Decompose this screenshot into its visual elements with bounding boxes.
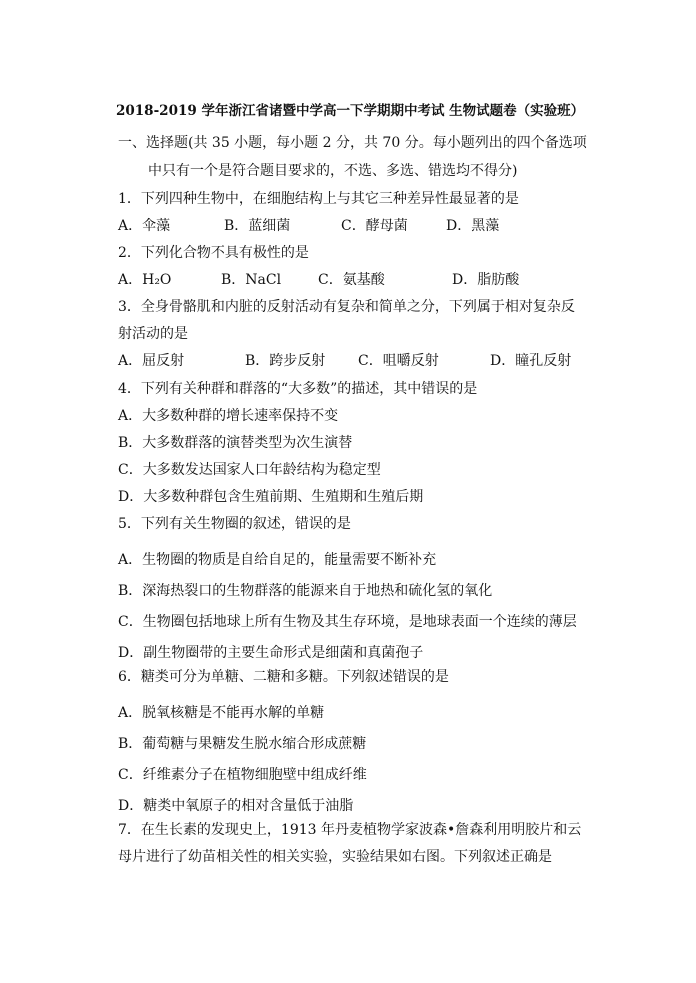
question-4-stem: 4．下列有关种群和群落的“大多数”的描述，其中错误的是: [118, 381, 478, 397]
question-7-stem: 7．在生长素的发现史上，1913 年丹麦植物学家波森•詹森利用明胶片和云: [118, 822, 582, 838]
question-6-option-a: A．脱氧核糖是不能再水解的单糖: [118, 705, 325, 721]
question-6-option-d: D．糖类中氧原子的相对含量低于油脂: [118, 798, 354, 814]
option-c: C．咀嚼反射: [358, 353, 439, 369]
question-5-option-d: D．副生物圈带的主要生命形式是细菌和真菌孢子: [118, 645, 424, 661]
option-d: D．脂肪酸: [452, 272, 520, 288]
question-5-option-c: C．生物圈包括地球上所有生物及其生存环境，是地球表面一个连续的薄层: [118, 614, 577, 630]
option-d: D．瞳孔反射: [490, 353, 572, 369]
option-c: C．酵母菌: [341, 218, 408, 234]
question-4-option-b: B．大多数群落的演替类型为次生演替: [118, 435, 353, 451]
option-b: B．NaCl: [221, 272, 282, 288]
option-b: B．蓝细菌: [224, 218, 291, 234]
question-2-stem: 2．下列化合物不具有极性的是: [118, 245, 309, 261]
question-4-option-d: D．大多数种群包含生殖前期、生殖期和生殖后期: [118, 489, 424, 505]
question-7-stem-continued: 母片进行了幼苗相关性的相关实验，实验结果如右图。下列叙述正确是: [118, 849, 552, 865]
option-a: A．H₂O: [118, 272, 172, 288]
question-5-option-b: B．深海热裂口的生物群落的能源来自于地热和硫化氢的氧化: [118, 583, 493, 599]
question-6-stem: 6．糖类可分为单糖、二糖和多糖。下列叙述错误的是: [118, 669, 449, 685]
question-1-stem: 1．下列四种生物中，在细胞结构上与其它三种差异性最显著的是: [118, 191, 519, 207]
question-6-option-c: C．纤维素分子在植物细胞壁中组成纤维: [118, 767, 367, 783]
question-5-stem: 5．下列有关生物圈的叙述，错误的是: [118, 516, 351, 532]
option-c: C．氨基酸: [318, 272, 385, 288]
document-title: 2018-2019 学年浙江省诸暨中学高一下学期期中考试 生物试题卷（实验班）: [116, 103, 585, 119]
option-a: A．伞藻: [118, 218, 171, 234]
question-4-option-c: C．大多数发达国家人口年龄结构为稳定型: [118, 462, 381, 478]
section-heading-continued: 中只有一个是符合题目要求的，不选、多选、错选均不得分): [148, 163, 518, 179]
question-5-option-a: A．生物圈的物质是自给自足的，能量需要不断补充: [118, 552, 437, 568]
question-4-option-a: A．大多数种群的增长速率保持不变: [118, 408, 339, 424]
question-6-option-b: B．葡萄糖与果糖发生脱水缩合形成蔗糖: [118, 736, 367, 752]
option-d: D．黑藻: [446, 218, 500, 234]
option-b: B．跨步反射: [245, 353, 326, 369]
section-heading: 一、选择题(共 35 小题，每小题 2 分，共 70 分。每小题列出的四个备选项: [118, 135, 587, 151]
question-3-stem: 3．全身骨骼肌和内脏的反射活动有复杂和简单之分，下列属于相对复杂反: [118, 299, 575, 315]
question-3-stem-continued: 射活动的是: [118, 326, 188, 342]
option-a: A．屈反射: [118, 353, 185, 369]
